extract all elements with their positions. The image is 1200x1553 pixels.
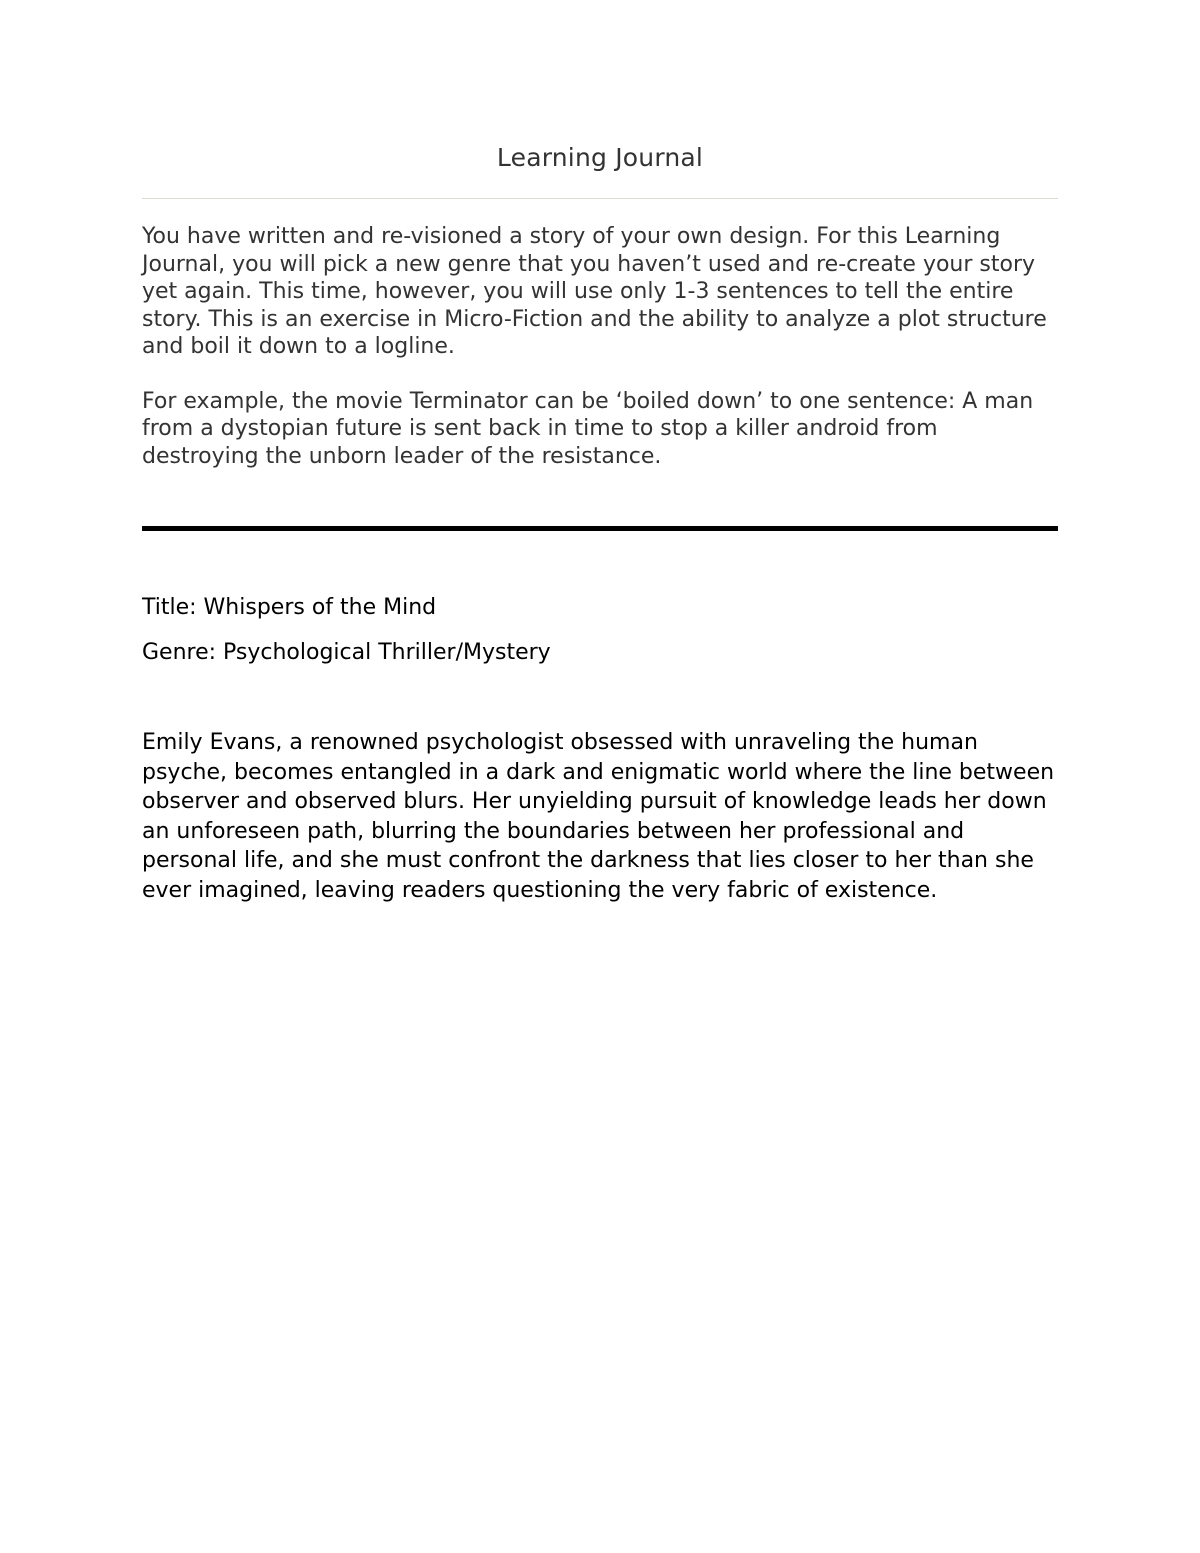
title-divider bbox=[142, 198, 1058, 199]
story-genre-line: Genre: Psychological Thriller/Mystery bbox=[142, 640, 551, 665]
story-title-line: Title: Whispers of the Mind bbox=[142, 595, 437, 620]
example-paragraph: For example, the movie Terminator can be ‘boiled down’ to one sentence: A man from a dystopian future is sent back in time to stop a killer android from destroying the unborn leader of the resistance. bbox=[142, 388, 1034, 469]
document-content bbox=[142, 140, 1058, 905]
instructions-block bbox=[142, 223, 1058, 470]
instructions-paragraph: You have written and re-visioned a story of your own design. For this Learning Journal, you will pick a new genre that you haven’t used and re-create your story yet again. This time, however, you will use only 1-3 sentences to tell the entire story. This is an exercise in Micro-Fiction and the ability to analyze a plot structure and boil it down to a logline. bbox=[142, 224, 1047, 359]
page-title: Learning Journal bbox=[496, 143, 704, 172]
story-summary: Emily Evans, a renowned psychologist obsessed with unraveling the human psyche, becomes entangled in a dark and enigmatic world where the line between observer and observed blurs. Her unyielding pursuit of knowledge leads her down an unforeseen path, blurring the boundaries between her professional and personal life, and she must confront the darkness that lies closer to her than she ever imagined, leaving readers questioning the very fabric of existence. bbox=[142, 730, 1055, 903]
story-response bbox=[142, 593, 1058, 905]
section-divider bbox=[142, 526, 1058, 531]
